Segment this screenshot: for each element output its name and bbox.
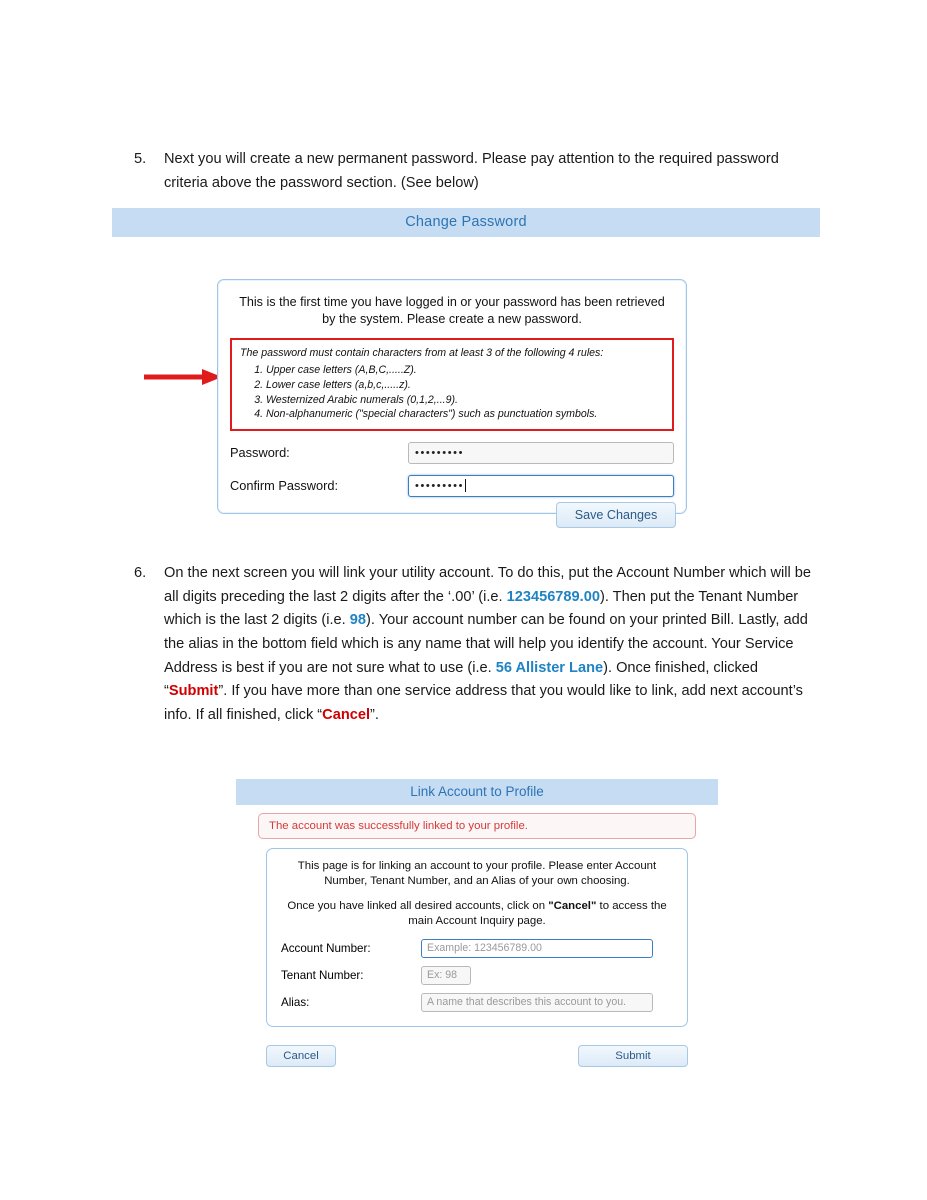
tenant-number-row [281, 966, 673, 985]
success-alert: The account was successfully linked to your profile. [258, 813, 696, 839]
step-6-part: On the next screen you will link your utility account. To do this, put the Account Number which will be all digits preceding the last 2 digits after the ‘.00’ (i.e. [164, 565, 812, 605]
step-6-part: ”. If you have more than one service address that you would like to link, add next account’s info. If all finished, click “ [164, 683, 803, 723]
confirm-password-input[interactable] [408, 475, 674, 497]
account-number-row [281, 939, 673, 958]
tenant-number-input[interactable]: Ex: 98 [421, 966, 471, 985]
password-rule-item: 4. Non-alphanumeric ("special characters") such as punctuation symbols. [266, 407, 664, 422]
cancel-mention: Cancel [322, 706, 371, 723]
link-account-intro-2 [281, 899, 673, 930]
link-account-intro-1: This page is for linking an account to your profile. Please enter Account Number, Tenant Number, and an Alias of your own choosing. [297, 860, 657, 888]
instruction-step-6 [134, 562, 824, 727]
red-arrow-annotation [144, 368, 222, 386]
confirm-password-field-row [230, 475, 674, 497]
confirm-password-label: Confirm Password: [230, 478, 339, 494]
password-rules-list [240, 363, 664, 421]
step-5-sentence: Next you will create a new permanent password. Please pay attention to the required password criteria above the password section. (See below) [164, 151, 779, 191]
account-number-label: Account Number: [281, 941, 371, 955]
save-changes-button[interactable]: Save Changes [556, 502, 676, 528]
link-account-footer [266, 1039, 688, 1079]
password-rules-heading: The password must contain characters from at least 3 of the following 4 rules: [240, 346, 604, 359]
account-number-input[interactable]: Example: 123456789.00 [421, 939, 653, 958]
instruction-step-5 [134, 148, 824, 195]
password-rules-box [230, 338, 674, 431]
step-6-text [164, 562, 824, 727]
submit-mention: Submit [168, 683, 219, 700]
submit-button[interactable]: Submit [578, 1045, 688, 1067]
change-password-screenshot [112, 208, 820, 537]
password-rule-item: 3. Westernized Arabic numerals (0,1,2,...9). [266, 393, 664, 408]
step-5-text [164, 148, 824, 195]
password-label: Password: [230, 445, 290, 461]
change-password-banner: Change Password [112, 208, 820, 237]
step-6-number: 6. [134, 565, 147, 581]
tenant-number-label: Tenant Number: [281, 968, 364, 982]
step-6-part: ). Then put the Tenant Number which is the last 2 digits (i.e. [164, 588, 799, 629]
link-account-screenshot [236, 779, 718, 1079]
link-account-panel [266, 848, 688, 1027]
alias-row [281, 993, 673, 1012]
password-input[interactable]: ••••••••• [408, 442, 674, 464]
change-password-intro: This is the first time you have logged in or your password has been retrieved by the system. Please create a new password. [239, 295, 665, 326]
password-field-row [230, 442, 674, 464]
intro-2-before: Once you have linked all desired accounts, click on [287, 899, 549, 912]
cancel-button[interactable]: Cancel [266, 1045, 336, 1067]
change-password-panel [217, 279, 687, 514]
example-account-number: 123456789.00 [506, 588, 600, 605]
step-6-part: ). Your account number can be found on your printed Bill. Lastly, add the alias in the bottom field which is any name that will help you identify the account. Your Service Address is best if you are not sure what to use (i.e. [164, 612, 808, 676]
password-rule-item: 1. Upper case letters (A,B,C,.....Z). [266, 363, 664, 378]
intro-2-bold: "Cancel" [548, 899, 597, 912]
password-rule-item: 2. Lower case letters (a,b,c,.....z). [266, 378, 664, 393]
example-alias: 56 Allister Lane [495, 659, 604, 676]
step-5-number: 5. [134, 151, 147, 167]
alias-label: Alias: [281, 995, 310, 1009]
intro-2-after: to access the main Account Inquiry page. [408, 899, 667, 928]
step-6-part: ”. [370, 706, 379, 723]
confirm-password-value: ••••••••• [415, 479, 465, 492]
link-account-banner: Link Account to Profile [236, 779, 718, 805]
example-tenant-number: 98 [349, 612, 366, 629]
step-6-part: ). Once finished, clicked “ [164, 659, 759, 700]
alias-input[interactable]: A name that describes this account to you. [421, 993, 653, 1012]
text-caret [465, 479, 466, 492]
